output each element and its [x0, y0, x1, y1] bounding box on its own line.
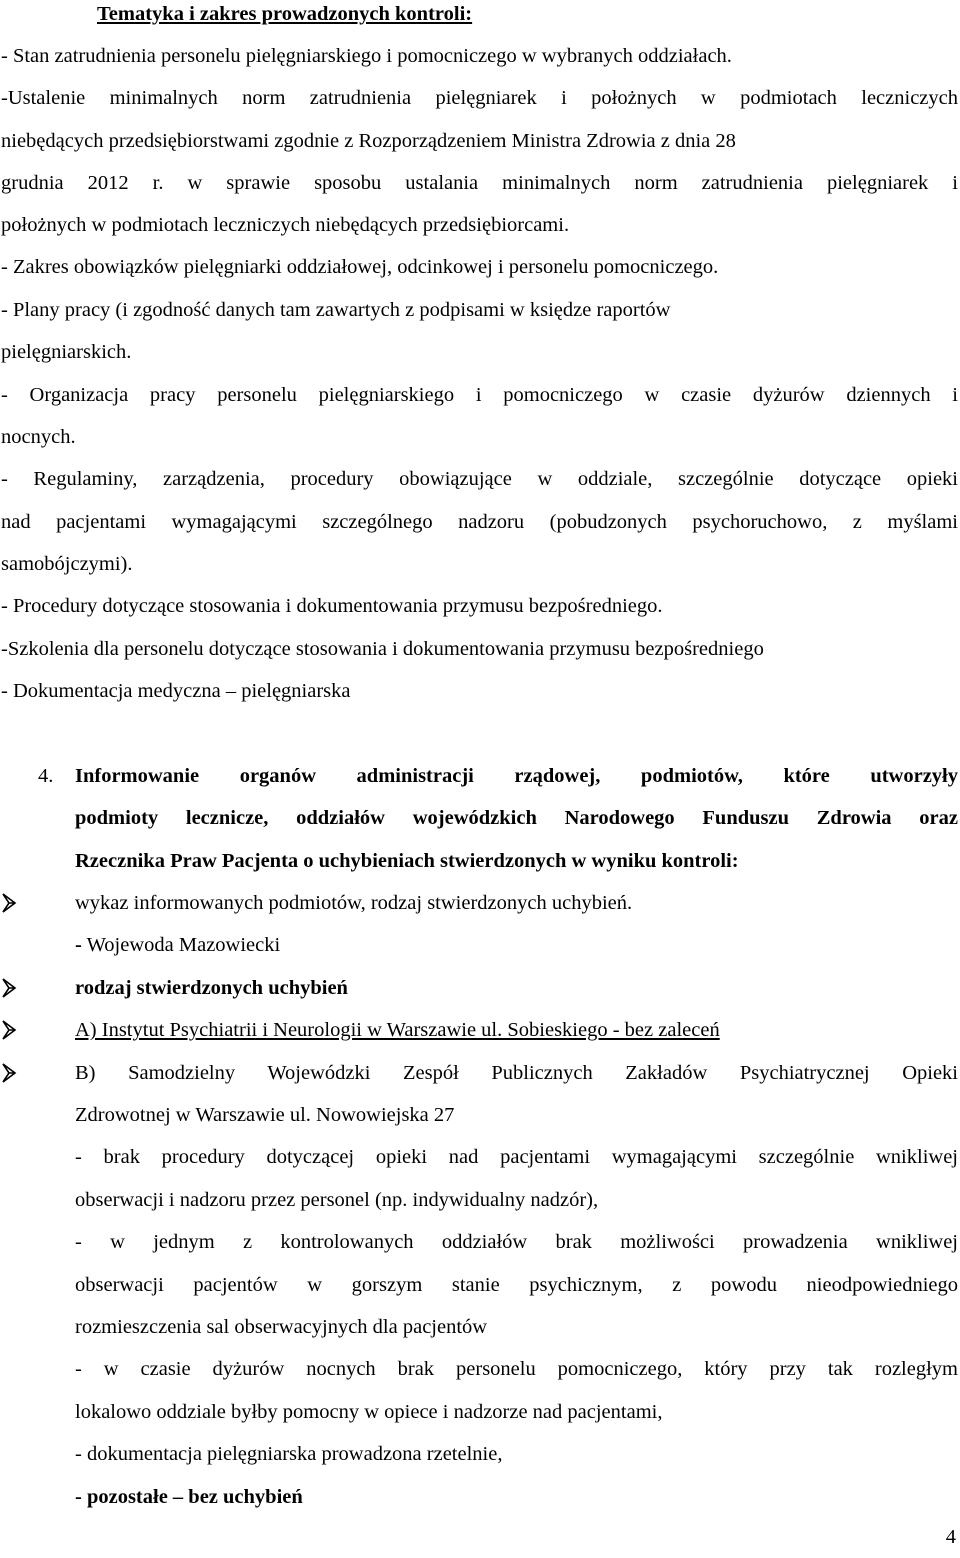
- section-heading: Tematyka i zakres prowadzonych kontroli:: [97, 3, 473, 25]
- text-line: samobójczymi).: [1, 553, 133, 575]
- bullet-text: A) Instytut Psychiatrii i Neurologii w Warszawie ul. Sobieskiego - bez zaleceń: [75, 1019, 720, 1041]
- text-line: nad pacjentami wymagającymi szczególnego nadzoru (pobudzonych psychoruchowo, z myślami: [1, 511, 958, 533]
- text-line: - Stan zatrudnienia personelu pielęgniarskiego i pomocniczego w wybranych oddziałach.: [1, 45, 732, 67]
- text-line: -Ustalenie minimalnych norm zatrudnienia pielęgniarek i położnych w podmiotach leczniczych: [1, 87, 958, 109]
- page-number: 4: [945, 1526, 956, 1548]
- bullet-text: B) Samodzielny Wojewódzki Zespół Publicznych Zakładów Psychiatrycznej Opieki: [75, 1062, 958, 1084]
- text-line: - Procedury dotyczące stosowania i dokumentowania przymusu bezpośredniego.: [1, 595, 663, 617]
- text-line: pielęgniarskich.: [1, 341, 132, 363]
- wojewoda-line: - Wojewoda Mazowiecki: [75, 934, 281, 956]
- arrow-bullet-icon: [1, 1017, 27, 1043]
- bullet-text: wykaz informowanych podmiotów, rodzaj stwierdzonych uchybień.: [75, 892, 633, 914]
- finding-line: - w jednym z kontrolowanych oddziałów brak możliwości prowadzenia wnikliwej: [75, 1231, 958, 1253]
- text-line: niebędących przedsiębiorstwami zgodnie z Rozporządzeniem Ministra Zdrowia z dnia 28: [1, 130, 736, 152]
- text-line: grudnia 2012 r. w sprawie sposobu ustalania minimalnych norm zatrudnienia pielęgniarek i: [1, 172, 958, 194]
- text-line: -Szkolenia dla personelu dotyczące stosowania i dokumentowania przymusu bezpośredniego: [1, 638, 764, 660]
- finding-line: - brak procedury dotyczącej opieki nad pacjentami wymagającymi szczególnie wnikliwej: [75, 1146, 958, 1168]
- point-heading-line: podmioty lecznicze, oddziałów wojewódzkich Narodowego Funduszu Zdrowia oraz: [75, 807, 958, 829]
- wojewoda-text: Wojewoda Mazowiecki: [81, 934, 281, 956]
- bullet-text: rodzaj stwierdzonych uchybień: [75, 977, 348, 999]
- finding-line: rozmieszczenia sal obserwacyjnych dla pacjentów: [75, 1316, 488, 1338]
- finding-line: obserwacji i nadzoru przez personel (np. indywidualny nadzór),: [75, 1189, 599, 1211]
- finding-line: obserwacji pacjentów w gorszym stanie psychicznym, z powodu nieodpowiedniego: [75, 1274, 958, 1296]
- finding-line: - pozostałe – bez uchybień: [75, 1486, 303, 1508]
- text-line: - Organizacja pracy personelu pielęgniarskiego i pomocniczego w czasie dyżurów dziennych i: [1, 384, 958, 406]
- arrow-bullet-icon: [1, 975, 27, 1001]
- point-heading-line: Informowanie organów administracji rządowej, podmiotów, które utworzyły: [75, 765, 958, 787]
- text-line: - Plany pracy (i zgodność danych tam zawartych z podpisami w księdze raportów: [1, 299, 671, 321]
- bullet-text: Zdrowotnej w Warszawie ul. Nowowiejska 27: [75, 1104, 455, 1126]
- text-line: nocnych.: [1, 426, 76, 448]
- text-line: - Zakres obowiązków pielęgniarki oddziałowej, odcinkowej i personelu pomocniczego.: [1, 256, 719, 278]
- text-line: - Dokumentacja medyczna – pielęgniarska: [1, 680, 351, 702]
- finding-line: - w czasie dyżurów nocnych brak personelu pomocniczego, który przy tak rozległym: [75, 1358, 958, 1380]
- finding-line: lokalowo oddziale byłby pomocny w opiece i nadzorze nad pacjentami,: [75, 1401, 663, 1423]
- text-line: - Regulaminy, zarządzenia, procedury obowiązujące w oddziale, szczególnie dotyczące opieki: [1, 468, 958, 490]
- text-line: położnych w podmiotach leczniczych niebędących przedsiębiorcami.: [1, 214, 570, 236]
- arrow-bullet-icon: [1, 890, 27, 916]
- point-heading-line: Rzecznika Praw Pacjenta o uchybieniach stwierdzonych w wyniku kontroli:: [75, 850, 739, 872]
- point-number: 4.: [38, 765, 54, 787]
- finding-line: - dokumentacja pielęgniarska prowadzona rzetelnie,: [75, 1443, 503, 1465]
- arrow-bullet-icon: [1, 1060, 27, 1086]
